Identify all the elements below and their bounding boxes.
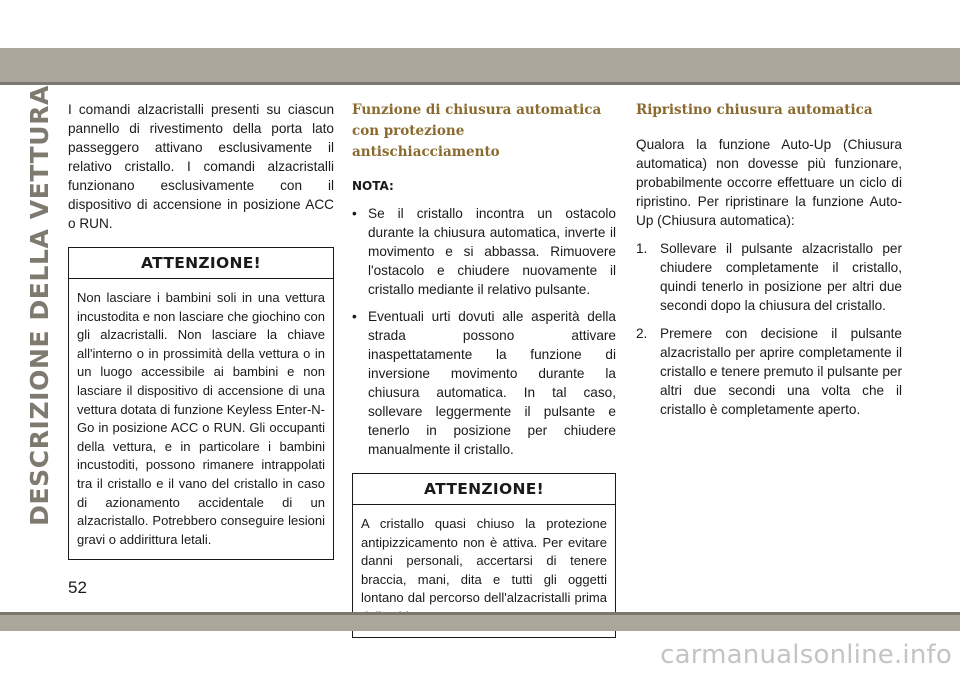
- bullet-item: [352, 307, 616, 459]
- numbered-step: [636, 324, 902, 419]
- bullet-icon: •: [352, 206, 357, 221]
- section-heading: Funzione di chiusura automatica con protezione antischiacciamento: [352, 102, 602, 160]
- step-number: 1.: [636, 241, 648, 256]
- intro-paragraph: Qualora la funzione Auto-Up (Chiusura automatica) non dovesse più funzionare, probabilmente occorre effettuare un ciclo di ripristino. Per ripristinare la funzione Auto-Up (Chiusura automatica):: [636, 137, 902, 228]
- warning-text: A cristallo quasi chiuso la protezione antipizzicamento non è attiva. Per evitare danni personali, accertarsi di tenere braccia, mani, dita e tutti gli oggetti lontano dal percorso dell'alzacristalli prima: [361, 516, 607, 606]
- warning-box: [68, 247, 334, 560]
- page-number: 52: [68, 578, 87, 597]
- bullet-item: [352, 204, 616, 299]
- section-heading: Ripristino chiusura automatica: [636, 102, 873, 118]
- warning-title: ATTENZIONE!: [69, 248, 333, 279]
- column-right: [636, 100, 902, 428]
- header-band: [0, 48, 960, 82]
- column-left: [68, 100, 334, 560]
- numbered-step: [636, 239, 902, 315]
- section-title-text: DESCRIZIONE DELLA VETTURA: [25, 85, 54, 526]
- warning-title: ATTENZIONE!: [353, 474, 615, 505]
- warning-text: Non lasciare i bambini soli in una vettura incustodita e non lasciare che giochino con gli alzacristalli. Non lasciare la chiave all'interno o in prossimità della vettura o in un luogo accessibile ai bambini e non lasciare il dispositivo di accensione di una vettura dotata di funzione Keyless Enter-N-Go in posizione ACC o RUN. Gli occupanti della vettura, e in particolare i bambini incustoditi, possono rimanere intrappolati tra il cristallo e il vano del cristallo in caso di azionamento accidentale di un alzacristallo. Potrebbero conseguire lesioni gravi o addirittura letali.: [77, 290, 325, 547]
- top-margin: [0, 0, 960, 48]
- intro-paragraph: I comandi alzacristalli presenti su ciascun pannello di rivestimento della porta lato passeggero attivano esclusivamente il relativo cristallo. I comandi alzacristalli funzionano esclusivamente con il dispositivo di accensione in posizione ACC o RUN.: [68, 102, 334, 231]
- section-title: [20, 85, 60, 526]
- step-text: Premere con decisione il pulsante alzacristallo per aprire completamente il cristallo e tenere premuto il pulsante per altri due secondi una volta che il cristallo è completamente aperto.: [660, 326, 902, 417]
- step-number: 2.: [636, 326, 648, 341]
- column-middle: [352, 100, 616, 638]
- step-text: Sollevare il pulsante alzacristallo per chiudere completamente il cristallo, quindi tenerlo in posizione per altri due secondi dopo la chiusura del cristallo.: [660, 241, 902, 313]
- footer-band: [0, 615, 960, 631]
- watermark: carmanualsonline.info: [660, 640, 952, 670]
- bullet-icon: •: [352, 309, 357, 324]
- header-rule: [0, 82, 960, 85]
- note-label: NOTA:: [352, 179, 394, 193]
- bullet-text: Eventuali urti dovuti alle asperità della strada possono attivare inaspettatamente la funzione di inversione movimento durante la chiusura automatica. In tal caso, sollevare leggermente il pulsante e tenerlo in posizione per chiudere manualmente il cristallo.: [368, 309, 616, 457]
- bullet-text: Se il cristallo incontra un ostacolo durante la chiusura automatica, inverte il movimento e si abbassa. Rimuovere l'ostacolo e chiudere nuovamente il cristallo mediante il relativo pulsante.: [368, 206, 616, 297]
